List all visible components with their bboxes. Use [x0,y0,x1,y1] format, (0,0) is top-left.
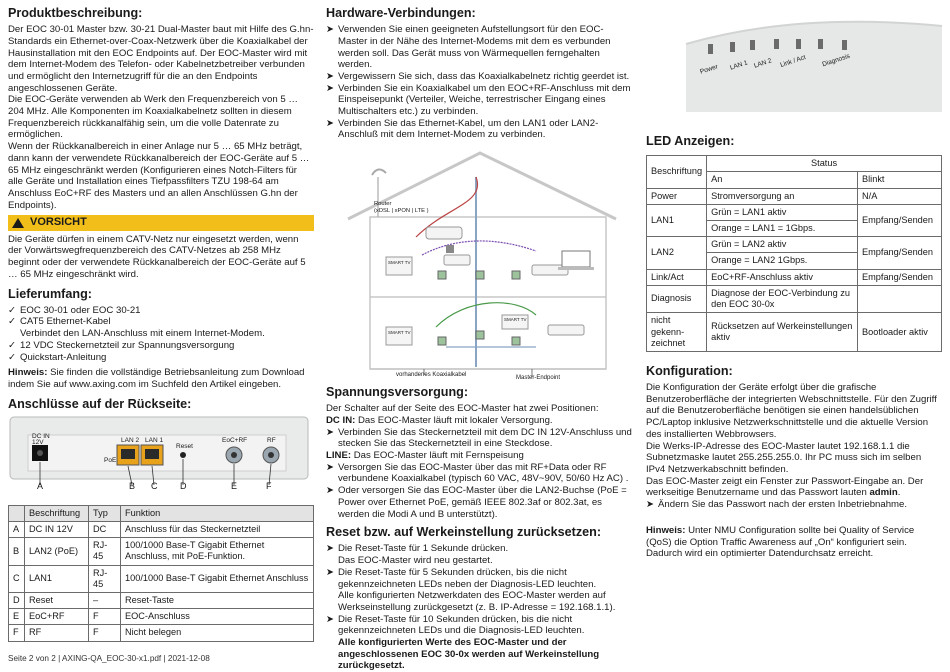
device-label-lan1: LAN 1 [729,59,749,72]
table-row: Orange = LAN1 = 1Gbps. [647,220,942,236]
config-paragraph-3: Das EOC-Master zeigt ein Fenster zur Passwort-Eingabe an. Der werkseitige Benutzername und das Passwort lauten admin. [646,475,924,499]
page-footer: Seite 2 von 2 | AXING-QA_EOC-30-x1.pdf | 2021-12-08 [8,654,210,663]
product-paragraph-2: Die EOC-Geräte verwenden ab Werk den Frequenzbereich von 5 … 204 MHz. Alle Komponenten im Koaxialkabelnetz sollten in diesem Frequenzbereich rückkanalfähig sein, um die volle Datenrate zu ermöglichen. [8,94,298,141]
check-icon: ✓ [8,316,17,328]
rear-heading: Anschlüsse auf der Rückseite: [8,396,192,411]
list-item: ➤ Vergewissern Sie sich, dass das Koaxialkabelnetz richtig geerdet ist. [326,70,630,82]
table-row: Power Stromversorgung an N/A [647,188,942,204]
led-heading: LED Anzeigen: [646,134,735,148]
port-letter-e: E [231,480,238,491]
product-paragraph-1: Der EOC 30-01 Master bzw. 30-21 Dual-Master baut mit Hilfe des G.hn-Standards ein Ethernet-over-Coax-Netzwerk über die Koaxialkabel der Hausinstallation mit den EOC Endpoints auf. Der EOC-Master wird mit dem Internet-Modem des Telefon- oder Kabelnetzbetreiber verbunden und ermöglicht den Internetzugriff für die an den Endpoints angeschlossenen Geräte. [8,24,314,94]
table-row: Diagnosis Diagnose der EOC-Verbindung zu den EOC 30-0x [647,285,942,312]
table-row: B LAN2 (PoE) RJ-45 100/1000 Base-T Gigabit Ethernet Anschluss, mit PoE-Funktion. [9,538,314,565]
scope-heading: Lieferumfang: [8,286,92,301]
diagram-coax-label: vorhandenes Koaxialkabel [396,372,467,379]
device-label-link: Link / Act [779,54,807,69]
port-letter-d: D [180,480,187,491]
port-letter-c: C [151,480,158,491]
rear-panel-image [8,415,314,493]
power-intro: Der Schalter auf der Seite des EOC-Master hat zwei Positionen: [326,403,599,415]
hw-list [326,24,632,141]
product-heading: Produktbeschreibung: [8,6,143,20]
table-row: A DC IN 12V DC Anschluss für das Steckernetzteil [9,521,314,537]
ports-table [8,505,314,642]
arrow-icon: ➤ [326,117,335,129]
scope-sub: Verbindet den LAN-Anschluss mit einem Internet-Modem. [20,328,265,340]
line-line: LINE: Das EOC-Master läuft mit Fernspeisung [326,450,524,462]
list-item: ➤ Verbinden Sie das Steckernetzteil mit dem DC IN 12V-Anschluss und stecken Sie das Steckernetzteil in eine Steckdose. [326,426,632,450]
list-item: ✓ CAT5 Ethernet-Kabel Verbindet den LAN-Anschluss mit einem Internet-Modem. [8,316,265,340]
table-row: nicht gekenn-zeichnet Rücksetzen auf Werkeinstellungen aktiv Bootloader aktiv [647,313,942,352]
warning-icon [12,218,24,228]
device-label-power: Power [699,63,719,76]
port-letter-f: F [266,480,272,491]
warning-text: Die Geräte dürfen in einem CATV-Netz nur eingesetzt werden, wenn der Vorwärtswegfrequenzbereich des CATV-Netzes ab 258 MHz beginnt oder der verwendete Rückkanalbereich der EOC-Geräte auf 5 … 65 MHz eingeschränkt wird. [8,233,306,280]
port-label-dcin: DC IN 12V [32,432,50,447]
config-paragraph-1: Die Konfiguration der Geräte erfolgt über die grafische Benutzeroberfläche der integrierten Webschnittstelle. Für den Zugriff auf die Benutzeroberfläche benötigen sie einen handelsüblichen PC/Laptop inklusive Netzwerkschnittstelle und die aktuelle Version des installierten Webbrowsers. [646,382,937,440]
list-item: ➤ Die Reset-Taste für 1 Sekunde drücken. Das EOC-Master wird neu gestartet. [326,543,509,567]
config-heading: Konfiguration: [646,363,733,378]
table-row: LAN1 Grün = LAN1 aktiv Empfang/Senden [647,204,942,220]
power-heading: Spannungsversorgung: [326,385,469,400]
column-left [8,4,314,642]
list-item: ➤ Verbinden Sie das Ethernet-Kabel, um den LAN1 oder LAN2-Anschluß mit dem Internet-Modem zu verbinden. [326,117,599,141]
port-label-rf: RF [267,436,276,444]
house-drawing [326,147,632,383]
device-front-image [646,4,942,114]
list-item: ➤ Die Reset-Taste für 5 Sekunden drücken, bis die nicht gekennzeichneten LEDs neben der Diagnosis-LED leuchten. Alle konfigurierten Netzwerkdaten des EOC-Master werden auf Werkseinstellung zurückgesetzt (z. B. IP-Adresse = 192.168.1.1). [326,566,616,613]
line-list [326,462,632,521]
arrow-icon: ➤ [326,82,335,94]
hint: Hinweis: Sie finden die vollständige Betriebsanleitung zum Download indem Sie auf www.axing.com im Suchfeld den Artikel eingeben. [8,367,305,390]
arrow-icon: ➤ [326,426,335,438]
arrow-icon: ➤ [326,485,335,497]
arrow-icon: ➤ [326,566,335,578]
table-row: D Reset – Reset-Taste [9,593,314,609]
warning-label: VORSICHT [30,216,87,229]
list-item: ✓ 12 VDC Steckernetzteil zur Spannungsversorgung [8,339,235,351]
port-letter-a: A [37,480,44,491]
check-icon: ✓ [8,351,17,363]
arrow-icon: ➤ [646,499,655,511]
config-list [646,499,942,511]
list-item: ➤ Verbinden Sie ein Koaxialkabel um den EOC+RF-Anschluss mit dem Einspeisepunkt (Verteiler, Weiche, terrestrischer Eingang eines Multischalters etc.) zu verbinden. [326,82,631,118]
column-middle [326,4,632,672]
table-row: E EoC+RF F EOC-Anschluss [9,609,314,625]
port-label-lan2: LAN 2 [121,436,140,444]
check-icon: ✓ [8,304,17,316]
product-paragraph-3: Wenn der Rückkanalbereich in einer Anlage nur 5 … 65 MHz beträgt, dann kann der verwendete Rückkanalbereich der EOC-Geräte auf 5 … 65 MHz eingeschränkt werden (Konfigurieren eines Notch-Filters für alle Geräte und Installation eines Tiefpassfilters TZU 198-64 am Anschluss EoC+RF des Masters und an allen Anschlüssen G.hn der Endpoints). [8,141,310,211]
list-item: ✓ Quickstart-Anleitung [8,351,107,363]
column-right [646,4,942,560]
arrow-icon: ➤ [326,70,335,82]
config-hint: Hinweis: Unter NMU Configuration sollte bei Quality of Service (QoS) die Option Traffic Awareness auf „On“ konfiguriert sein. Dadurch wird ein optimierter Datendurchsatz erreicht. [646,524,915,560]
table-header-row: Beschriftung Status [647,156,942,172]
port-label-eoc-rf: EoC+RF [222,436,248,444]
port-label-reset: Reset [176,442,193,450]
diagram-tv-label-2: SMART TV [388,330,411,336]
diagram-endpoint-label: Master-Endpoint [516,375,561,382]
table-row: Link/Act EoC+RF-Anschluss aktiv Empfang/Senden [647,269,942,285]
list-item: ➤ Versorgen Sie das EOC-Master über das mit RF+Data oder RF verbundene Koaxialkabel (typisch 60 VAC, 48V~90V, 50/60 Hz AC) . [326,461,629,485]
hw-heading: Hardware-Verbindungen: [326,6,476,20]
port-letter-b: B [129,480,136,491]
reset-list [326,543,632,672]
list-item: ✓ EOC 30-01 oder EOC 30-21 [8,304,141,316]
arrow-icon: ➤ [326,613,335,625]
warning-banner [8,215,314,230]
table-row: Orange = LAN2 1Gbps. [647,253,942,269]
arrow-icon: ➤ [326,543,335,555]
list-item: ➤ Verwenden Sie einen geeigneten Aufstellungsort für den EOC-Master in der Nähe des Internet-Modems mit dem es verbunden werden soll. Das Gerät muss von Wärmequellen ferngehalten werden. [326,24,611,71]
arrow-icon: ➤ [326,24,335,36]
scope-list [8,305,314,364]
diagram-tv-label-3: SMART TV [504,317,527,323]
list-item: ➤ Ändern Sie das Passwort nach der ersten Inbetriebnahme. [646,499,908,511]
table-row: LAN2 Grün = LAN2 aktiv Empfang/Senden [647,237,942,253]
port-label-lan1: LAN 1 [145,436,164,444]
table-row: F RF F Nicht belegen [9,625,314,641]
installation-diagram [326,147,632,383]
dcin-line: DC IN: Das EOC-Master läuft mit lokaler Versorgung. [326,414,553,426]
list-item: ➤ Die Reset-Taste für 10 Sekunden drücken, bis die nicht gekennzeichneten LEDs und die Diagnosis-LED leuchten. Alle konfigurierten Werte des EOC-Master und der angeschlossenen EOC 30-0x werden auf Werkeinstellung zurückgesetzt. [326,613,600,672]
table-header-row: Beschriftung Typ Funktion [9,505,314,521]
diagram-tv-label-1: SMART TV [388,260,411,266]
port-label-poe: PoE [104,456,117,464]
check-icon: ✓ [8,339,17,351]
device-label-diagnosis: Diagnosis [821,52,851,69]
config-paragraph-2: Die Werks-IP-Adresse des EOC-Master lautet 192.168.1.1 die Subnetzmaske lautet 255.255.255.0. Ihr PC muss sich im selben IPv4 Netzwerkabschnitt befinden. [646,440,922,475]
table-header-row: An Blinkt [647,172,942,188]
led-table [646,155,942,352]
dcin-list [326,427,632,450]
list-item: ➤ Oder versorgen Sie das EOC-Master über die LAN2-Buchse (PoE = Power over Ethernet PoE, gemäß IEEE 802.3af or 802.3at, es werden die Modi A und B unterstützt). [326,485,627,520]
arrow-icon: ➤ [326,461,335,473]
reset-heading: Reset bzw. auf Werkeinstellung zurücksetzen: [326,525,602,540]
table-row: C LAN1 RJ-45 100/1000 Base-T Gigabit Ethernet Anschluss [9,565,314,592]
device-label-lan2: LAN 2 [753,57,773,70]
diagram-router-label: Router (xDSL | xPON | LTE ) [374,201,429,214]
